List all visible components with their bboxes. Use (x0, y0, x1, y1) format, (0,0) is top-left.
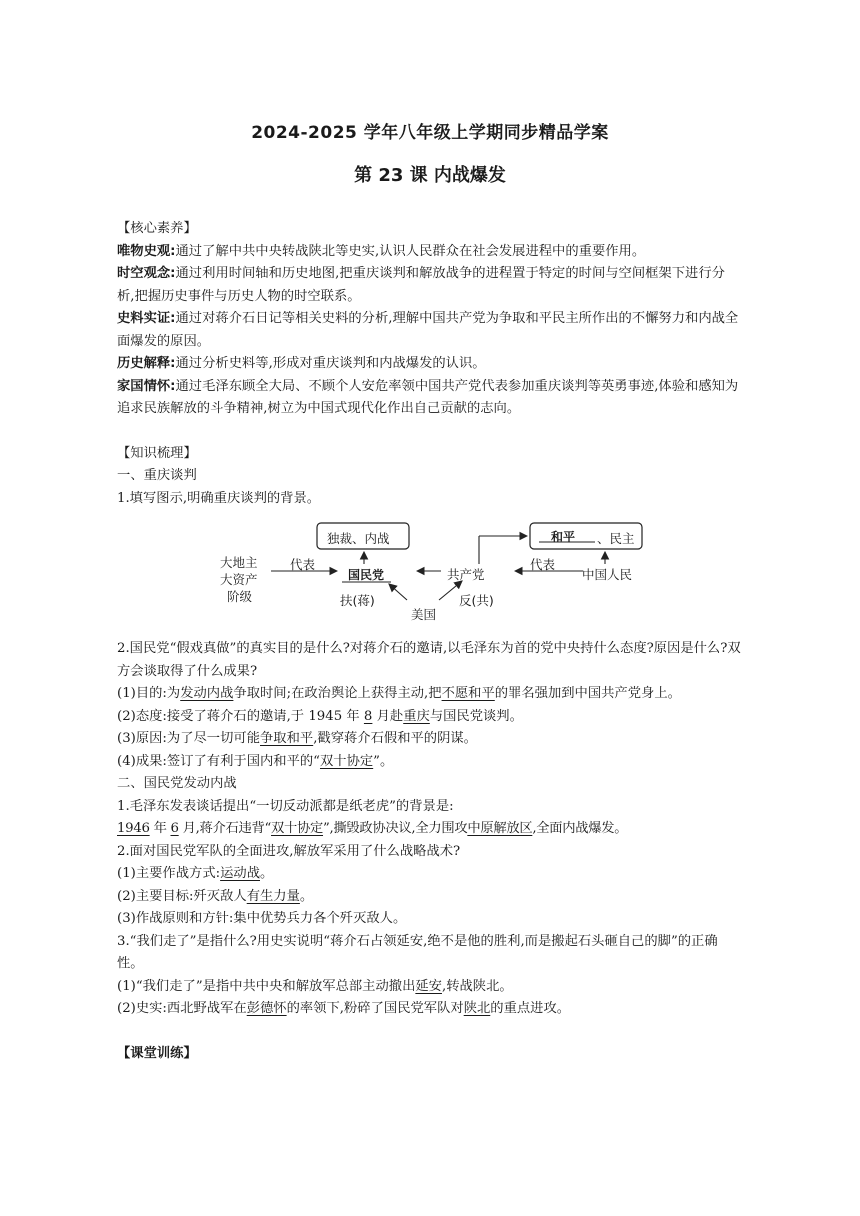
document-body (117, 218, 742, 1065)
answer-text: (4)成果:签订了有利于国内和平的“ (117, 753, 320, 769)
answer-text: 月赴 (372, 708, 404, 724)
answer-line (117, 863, 742, 886)
support-label: 扶(蒋) (340, 593, 375, 608)
core-item-text: 通过分析史料等,形成对重庆谈判和内战爆发的认识。 (175, 356, 486, 371)
answer-line (117, 998, 742, 1021)
answer-text: 月,蒋介石违背“ (178, 821, 272, 836)
box-democracy: 、民主 (597, 531, 635, 546)
represent-label-left: 代表 (290, 557, 316, 572)
answer-text: ,戳穿蒋介石假和平的阴谋。 (313, 731, 477, 746)
answer-line (117, 818, 742, 841)
answer-blank: 6 (170, 821, 179, 836)
core-item (117, 263, 742, 308)
core-item-label: 时空观念: (117, 266, 176, 281)
answer-text: 年 (149, 821, 171, 836)
question-text: 2.国民党“假戏真做”的真实目的是什么?对蒋介石的邀请,以毛泽东为首的党中央持什么态度?原因是什么?双方会谈取得了什么成果? (117, 641, 741, 679)
question-text: 1.填写图示,明确重庆谈判的背景。 (117, 490, 321, 506)
answer-blank: 双十协定 (271, 821, 324, 836)
answer-text: 的罪名强加到中国共产党身上。 (494, 686, 681, 701)
core-item (117, 241, 742, 264)
answer-line: (3)作战原则和方针:集中优势兵力各个歼灭敌人。 (117, 911, 407, 926)
question-text: 2.面对国民党军队的全面进攻,解放军采用了什么战略战术? (117, 843, 461, 859)
chinese-people-label: 中国人民 (582, 567, 633, 582)
class-label: 阶级 (227, 589, 253, 604)
section-heading: 一、重庆谈判 (117, 468, 197, 483)
core-item-text: 通过毛泽东顾全大局、不顾个人安危率领中国共产党代表参加重庆谈判等英勇事迹,体验和感知为追求民族解放的斗争精神,树立为中国式现代化作出自己贡献的志向。 (117, 378, 739, 416)
core-literacy-heading: 【核心素养】 (117, 221, 197, 236)
answer-text: (1)“我们走了”是指中共中央和解放军总部主动撤出 (117, 978, 416, 994)
box-dictatorship-civil-war: 独裁、内战 (327, 531, 390, 546)
core-item-text: 通过对蒋介石日记等相关史料的分析,理解中国共产党为争取和平民主所作出的不懈努力和内战全面爆发的原因。 (117, 311, 739, 349)
background-diagram (117, 514, 742, 632)
question-text: 1.毛泽东发表谈话提出“一切反动派都是纸老虎”的背景是: (117, 798, 454, 814)
oppose-label: 反(共) (459, 593, 494, 608)
core-item (117, 353, 742, 376)
answer-blank: 不愿和平 (441, 686, 495, 701)
core-item (117, 376, 742, 421)
answer-blank: 重庆 (403, 708, 430, 724)
question-text: 3.“我们走了”是指什么?用史实说明“蒋介石占领延安,绝不是他的胜利,而是搬起石头砸自己的脚”的正确性。 (117, 933, 718, 971)
answer-line (117, 728, 742, 751)
answer-text: (3)原因:为了尽一切可能 (117, 731, 260, 746)
lesson-title: 第 23 课 内战爆发 (354, 165, 506, 186)
core-item-label: 史料实证: (117, 311, 176, 326)
core-item-label: 家国情怀: (117, 378, 176, 394)
answer-line (117, 706, 742, 729)
answer-blank: 陕北 (463, 1001, 491, 1016)
answer-line (117, 976, 742, 999)
answer-text: ,转战陕北。 (441, 978, 513, 994)
core-item-text: 通过利用时间轴和历史地图,把重庆谈判和解放战争的进程置于特定的时间与空间框架下进行分析,把握历史事件与历史人物的时空联系。 (117, 266, 725, 304)
answer-text: 。 (260, 866, 274, 881)
knowledge-heading: 【知识梳理】 (117, 445, 197, 461)
answer-text: (1)目的:为 (117, 686, 181, 701)
core-item-text: 通过了解中共中央转战陕北等史实,认识人民群众在社会发展进程中的重要作用。 (175, 243, 646, 259)
answer-blank: 有生力量 (246, 888, 300, 904)
answer-text: 的重点进攻。 (490, 1001, 571, 1016)
ccp-label: 共产党 (447, 567, 485, 582)
answer-text: (2)主要目标:歼灭敌人 (117, 888, 247, 904)
answer-blank: 双十协定 (319, 753, 374, 769)
answer-text: 的率领下,粉碎了国民党军队对 (286, 1001, 464, 1016)
answer-blank: 中原解放区 (467, 821, 533, 836)
answer-blank: 彭德怀 (246, 1001, 287, 1016)
core-item-label: 唯物史观: (117, 243, 176, 259)
represent-label-right: 代表 (530, 557, 556, 572)
answer-text: 。 (299, 888, 314, 904)
answer-text: (1)主要作战方式: (117, 866, 221, 881)
answer-blank: 运动战 (220, 866, 260, 881)
kmt-label: 国民党 (348, 568, 385, 582)
answer-text: ”。 (373, 753, 394, 769)
answer-blank: 争取和平 (260, 731, 314, 746)
usa-label: 美国 (411, 607, 437, 622)
practice-heading: 【课堂训练】 (117, 1045, 197, 1061)
document-title: 2024-2025 学年八年级上学期同步精品学案 (251, 123, 609, 143)
answer-line (117, 751, 742, 774)
class-label: 大资产 (220, 572, 258, 587)
answer-blank: 发动内战 (180, 686, 234, 701)
answer-blank: 延安 (415, 978, 442, 994)
answer-blank: 8 (363, 708, 373, 724)
answer-text: 与国民党谈判。 (429, 708, 523, 724)
answer-text: 争取时间;在政治舆论上获得主动,把 (233, 686, 442, 701)
answer-line (117, 886, 742, 909)
section-heading: 二、国民党发动内战 (117, 776, 237, 791)
core-item (117, 308, 742, 353)
answer-text: (2)史实:西北野战军在 (117, 1001, 247, 1016)
answer-text: ,全面内战爆发。 (532, 821, 628, 836)
answer-text: (2)态度:接受了蒋介石的邀请,于 1945 年 (117, 708, 364, 724)
answer-line (117, 683, 742, 706)
core-item-label: 历史解释: (117, 356, 176, 371)
box-peace-answer: 和平 (551, 530, 576, 544)
answer-blank: 1946 (117, 821, 150, 836)
class-label: 大地主 (220, 555, 258, 570)
answer-text: ”,撕毁政协决议,全力围攻 (323, 821, 468, 836)
